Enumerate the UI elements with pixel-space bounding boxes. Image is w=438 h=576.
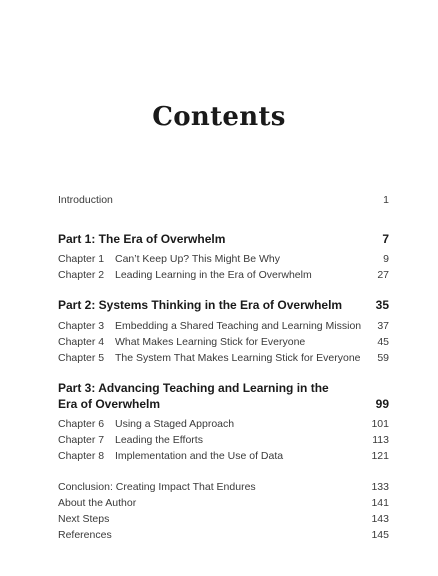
toc-entry-introduction[interactable] xyxy=(58,192,389,208)
chapter-title: Leading the Efforts xyxy=(115,434,203,446)
toc-part-title: Part 1: The Era of Overwhelm xyxy=(58,232,226,246)
chapter-label: Chapter 2 xyxy=(58,269,105,281)
chapter-title: What Makes Learning Stick for Everyone xyxy=(115,336,306,348)
toc-part-title: Part 2: Systems Thinking in the Era of Overwhelm xyxy=(58,298,343,312)
chapter-title: Leading Learning in the Era of Overwhelm xyxy=(115,269,312,281)
toc-entry-page: 145 xyxy=(371,529,389,541)
chapter-title: Using a Staged Approach xyxy=(115,418,235,430)
toc-entry-title: About the Author xyxy=(58,497,137,509)
toc-chapter-1[interactable] xyxy=(58,251,389,267)
toc-chapter-3[interactable] xyxy=(58,318,389,334)
chapter-page: 9 xyxy=(383,253,389,265)
toc-chapter-2[interactable] xyxy=(58,267,389,283)
chapter-page: 113 xyxy=(372,434,389,446)
chapter-label: Chapter 3 xyxy=(58,320,105,332)
chapter-title: The System That Makes Learning Stick for Everyone xyxy=(115,352,361,364)
toc-chapter-7[interactable] xyxy=(58,432,389,448)
toc-entry-title: References xyxy=(58,529,112,541)
chapter-title: Embedding a Shared Teaching and Learning Mission xyxy=(115,320,362,332)
toc-part-1[interactable] xyxy=(58,231,389,247)
toc-part-2[interactable] xyxy=(58,297,389,313)
toc-chapter-4[interactable] xyxy=(58,334,389,350)
chapter-title: Implementation and the Use of Data xyxy=(115,450,284,462)
toc-chapter-8[interactable] xyxy=(58,448,389,464)
chapter-page: 121 xyxy=(371,450,389,462)
chapter-label: Chapter 6 xyxy=(58,418,105,430)
chapter-title: Can’t Keep Up? This Might Be Why xyxy=(115,253,280,265)
page-title: Contents xyxy=(152,102,286,132)
toc-entry-about-the-author[interactable] xyxy=(58,495,389,511)
toc-entry-title: Conclusion: Creating Impact That Endures xyxy=(58,481,256,493)
toc-entry-title: Next Steps xyxy=(58,513,110,525)
toc-part-3[interactable] xyxy=(58,380,389,412)
toc-entry-next-steps[interactable] xyxy=(58,511,389,527)
chapter-label: Chapter 7 xyxy=(58,434,105,446)
toc-part-page: 99 xyxy=(375,397,389,411)
toc-entry-page: 133 xyxy=(371,481,389,493)
chapter-page: 45 xyxy=(377,336,389,348)
toc-part-title-line2: Era of Overwhelm xyxy=(58,397,161,411)
toc-chapter-5[interactable] xyxy=(58,350,389,366)
chapter-page: 101 xyxy=(371,418,389,430)
chapter-page: 27 xyxy=(377,269,389,281)
toc-entry-page: 143 xyxy=(371,513,389,525)
chapter-label: Chapter 1 xyxy=(58,253,105,265)
chapter-label: Chapter 4 xyxy=(58,336,105,348)
chapter-page: 59 xyxy=(377,352,389,364)
toc-entry-title: Introduction xyxy=(58,194,113,206)
toc-entry-page: 1 xyxy=(383,194,389,206)
chapter-page: 37 xyxy=(377,320,389,332)
chapter-label: Chapter 8 xyxy=(58,450,105,462)
toc-entry-page: 141 xyxy=(371,497,389,509)
toc-part-page: 35 xyxy=(375,298,389,312)
toc-entry-conclusion[interactable] xyxy=(58,479,389,495)
toc-chapter-6[interactable] xyxy=(58,416,389,432)
toc-entry-references[interactable] xyxy=(58,527,389,543)
chapter-label: Chapter 5 xyxy=(58,352,105,364)
toc-part-page: 7 xyxy=(382,232,389,246)
toc-part-title-line1: Part 3: Advancing Teaching and Learning in the xyxy=(58,381,329,395)
